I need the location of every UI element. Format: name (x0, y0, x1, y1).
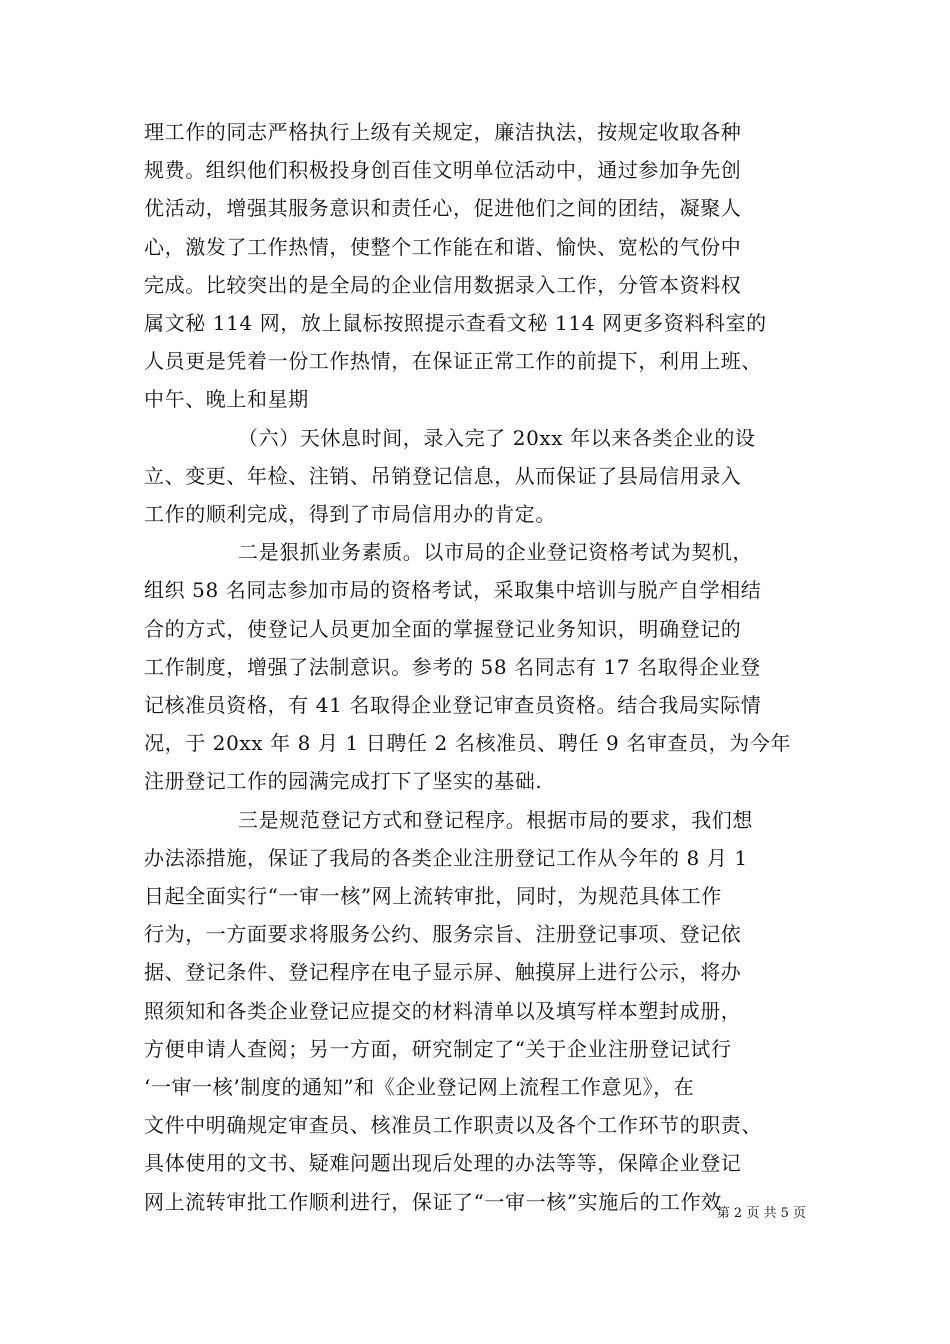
text-line: 规费。组织他们积极投身创百佳文明单位活动中，通过参加争先创 (144, 158, 742, 183)
text-line: 二是狠抓业务素质。以市局的企业登记资格考试为契机， (238, 540, 753, 565)
text-line: 行为，一方面要求将服务公约、服务宗旨、注册登记事项、登记依 (144, 922, 742, 947)
text-line: 具体使用的文书、疑难问题出现后处理的办法等等，保障企业登记 (144, 1151, 742, 1176)
text-line: 组织 58 名同志参加市局的资格考试，采取集中培训与脱产自学相结 (144, 578, 762, 603)
text-line: 网上流转审批工作顺利进行，保证了“一审一核”实施后的工作效 (144, 1189, 722, 1214)
text-line: 记核准员资格，有 41 名取得企业登记审查员资格。结合我局实际情 (144, 693, 762, 718)
text-line: 属文秘 114 网，放上鼠标按照提示查看文秘 114 网更多资料科室的 (144, 311, 767, 336)
text-line: 立、变更、年检、注销、吊销登记信息，从而保证了县局信用录入 (144, 463, 742, 488)
body-text (144, 113, 834, 1221)
paragraph-2 (144, 419, 834, 534)
text-line: 三是规范登记方式和登记程序。根据市局的要求，我们想 (238, 807, 753, 832)
text-line: 况，于 20xx 年 8 月 1 日聘任 2 名核准员、聘任 9 名审查员，为今年 (144, 731, 792, 756)
text-line: 工作的顺利完成，得到了市局信用办的肯定。 (144, 502, 556, 527)
text-line: ‘一审一核’制度的通知”和《企业登记网上流程工作意见》，在 (144, 1075, 695, 1100)
text-line: 人员更是凭着一份工作热情，在保证正常工作的前提下，利用上班、 (144, 349, 762, 374)
text-line: （六）天休息时间，录入完了 20xx 年以来各类企业的设 (238, 425, 756, 450)
text-line: 注册登记工作的园满完成打下了坚实的基础. (144, 769, 543, 794)
text-line: 照须知和各类企业登记应提交的材料清单以及填写样本塑封成册， (144, 998, 742, 1023)
text-line: 文件中明确规定审查员、核准员工作职责以及各个工作环节的职责、 (144, 1113, 762, 1138)
paragraph-4 (144, 801, 834, 1221)
text-line: 方便申请人查阅；另一方面，研究制定了“关于企业注册登记试行 (144, 1036, 732, 1061)
page-number: 第 2 页 共 5 页 (716, 1206, 806, 1221)
paragraph-1 (144, 113, 834, 419)
text-line: 中午、晚上和星期 (144, 387, 309, 412)
text-line: 完成。比较突出的是全局的企业信用数据录入工作，分管本资料权 (144, 272, 742, 297)
paragraph-3 (144, 533, 834, 800)
text-line: 办法添措施，保证了我局的各类企业注册登记工作从今年的 8 月 1 (144, 845, 748, 870)
text-line: 理工作的同志严格执行上级有关规定，廉洁执法，按规定收取各种 (144, 120, 742, 144)
text-line: 工作制度，增强了法制意识。参考的 58 名同志有 17 名取得企业登 (144, 654, 761, 679)
text-line: 日起全面实行“一审一核”网上流转审批，同时，为规范具体工作 (144, 884, 722, 909)
text-line: 心，激发了工作热情，使整个工作能在和谐、愉快、宽松的气份中 (144, 234, 742, 259)
text-line: 优活动，增强其服务意识和责任心，促进他们之间的团结，凝聚人 (144, 196, 742, 221)
text-line: 合的方式，使登记人员更加全面的掌握登记业务知识，明确登记的 (144, 616, 742, 641)
text-line: 据、登记条件、登记程序在电子显示屏、触摸屏上进行公示，将办 (144, 960, 742, 985)
